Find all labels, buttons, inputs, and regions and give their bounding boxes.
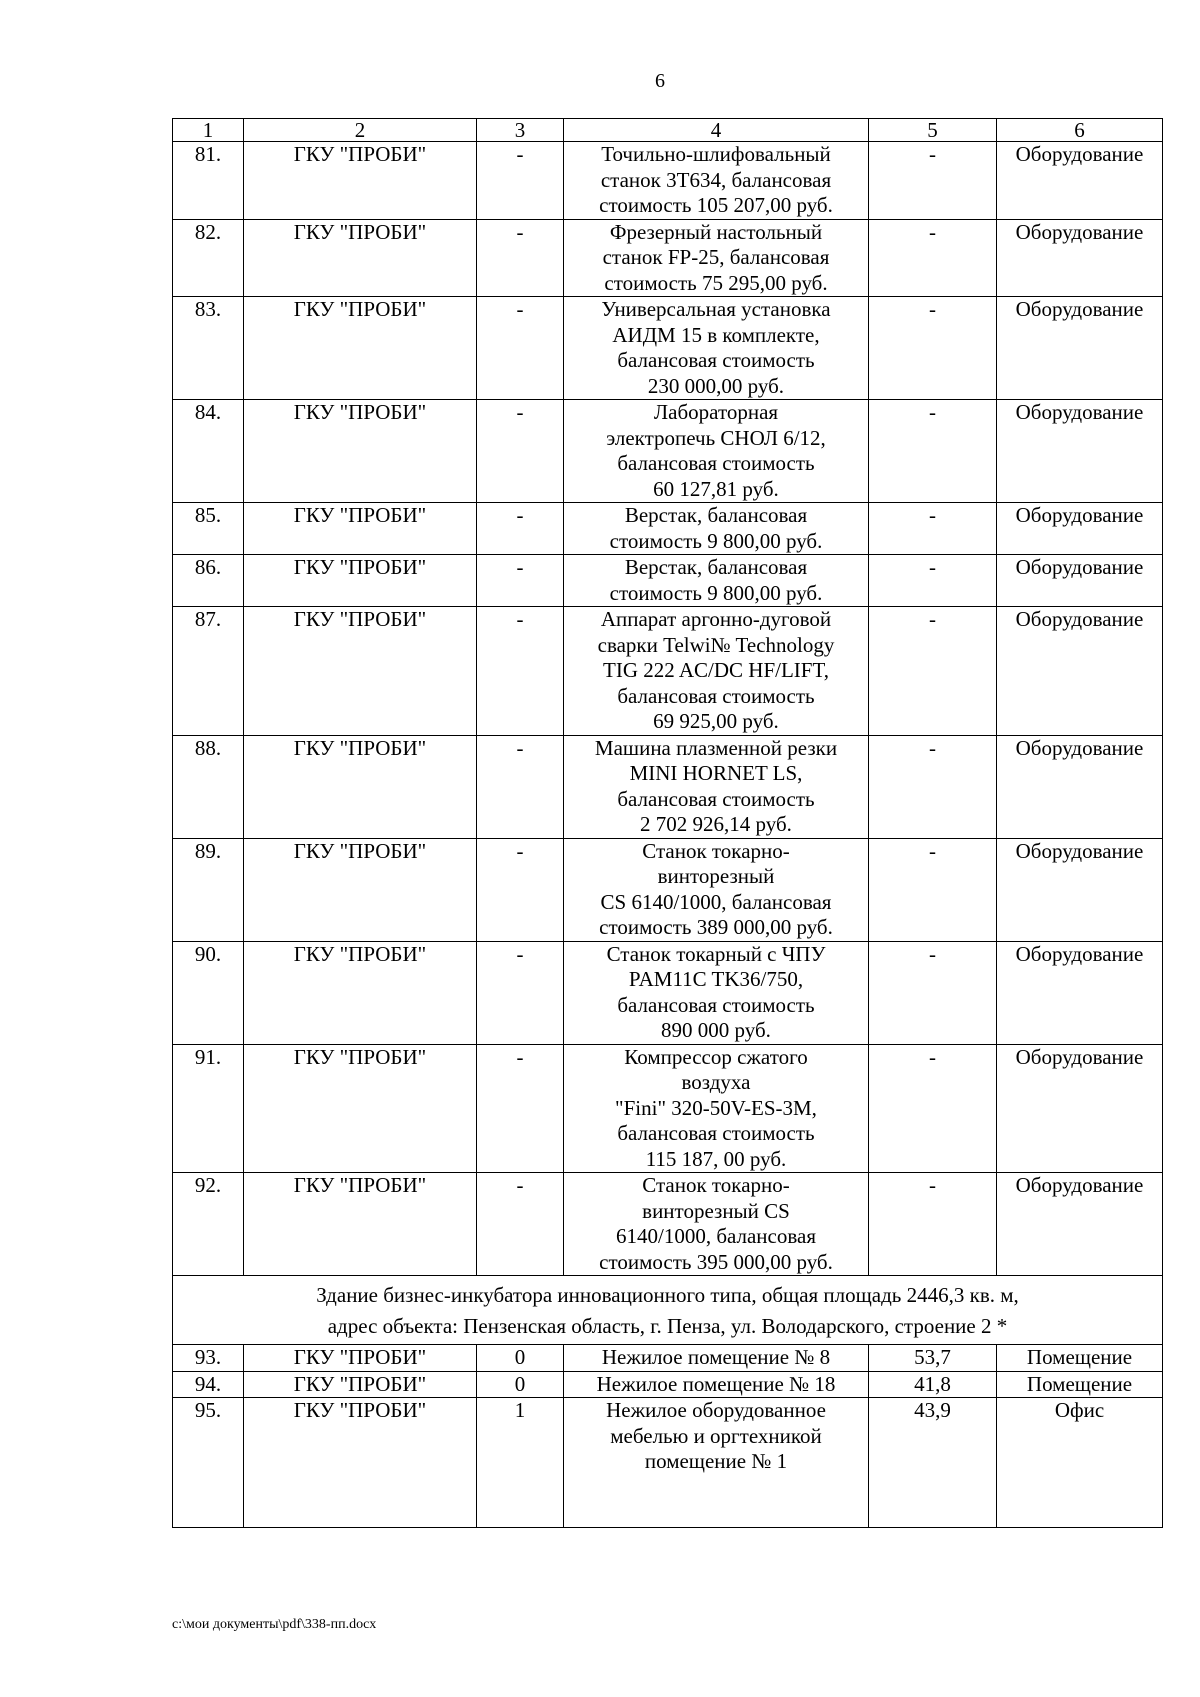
description-line: TIG 222 AC/DC HF/LIFT, [603,658,829,682]
description-cell [564,1345,869,1372]
table-row [173,838,1163,941]
description-line: балансовая стоимость [617,451,815,475]
description-cell [564,735,869,838]
row-number: 90. [173,941,244,1044]
row-number: 88. [173,735,244,838]
area-cell: - [869,555,997,607]
description-line: балансовая стоимость [617,683,815,708]
type-cell: Оборудование [997,142,1163,220]
table-row [173,1398,1163,1528]
description-line: 890 000 руб. [661,1018,771,1042]
description-line: Станок токарно- [642,838,790,863]
type-cell: Оборудование [997,297,1163,400]
section-heading [173,1276,1163,1345]
holder-cell: ГКУ "ПРОБИ" [244,607,477,736]
row-number: 87. [173,607,244,736]
area-cell: - [869,1044,997,1173]
description-line: стоимость 105 207,00 руб. [599,193,833,217]
description-line: сварки Telwi№ Technology [597,632,835,657]
area-cell: - [869,607,997,736]
area-cell: 41,8 [869,1371,997,1398]
description-line: воздуха [681,1070,751,1094]
section-heading-line: адрес объекта: Пензенская область, г. Пенза, ул. Володарского, строение 2 * [327,1314,1008,1338]
area-cell: - [869,941,997,1044]
description-line: Нежилое оборудованное [606,1398,826,1422]
table-row [173,297,1163,400]
holder-cell: ГКУ "ПРОБИ" [244,142,477,220]
floor-cell: 0 [477,1371,564,1398]
description-line: "Fini" 320-50V-ES-3M, [615,1095,817,1120]
table-row [173,400,1163,503]
header-row [173,119,1163,142]
floor-cell: - [477,142,564,220]
holder-cell: ГКУ "ПРОБИ" [244,1173,477,1276]
description-line: стоимость 9 800,00 руб. [609,580,823,605]
floor-cell: - [477,297,564,400]
table-row [173,219,1163,297]
floor-cell: - [477,941,564,1044]
description-line: 6140/1000, балансовая [615,1224,816,1248]
type-cell: Оборудование [997,555,1163,607]
description-cell [564,555,869,607]
description-line: мебелью и оргтехникой [610,1423,822,1448]
holder-cell: ГКУ "ПРОБИ" [244,219,477,297]
header-cell: 3 [477,119,564,142]
description-cell [564,1398,869,1528]
row-number: 84. [173,400,244,503]
row-number: 83. [173,297,244,400]
table-row [173,1371,1163,1398]
floor-cell: 1 [477,1398,564,1528]
table-row [173,1173,1163,1276]
type-cell: Помещение [997,1345,1163,1372]
description-line: Нежилое помещение № 8 [601,1345,831,1369]
description-line: АИДМ 15 в комплекте, [612,322,820,347]
description-cell [564,142,869,220]
table-row [173,607,1163,736]
table-row [173,142,1163,220]
description-line: стоимость 395 000,00 руб. [599,1249,833,1274]
type-cell: Помещение [997,1371,1163,1398]
header-cell: 4 [564,119,869,142]
description-line: Машина плазменной резки [594,735,838,760]
header-cell: 2 [244,119,477,142]
floor-cell: - [477,503,564,555]
holder-cell: ГКУ "ПРОБИ" [244,735,477,838]
area-cell: - [869,1173,997,1276]
table-row [173,941,1163,1044]
description-line: винторезный [657,864,775,888]
file-path-footer: c:\мои документы\pdf\338-пп.docx [172,1617,377,1632]
description-cell [564,607,869,736]
description-line: PAM11C TK36/750, [628,967,804,991]
row-number: 81. [173,142,244,220]
floor-cell: - [477,735,564,838]
table-row [173,1044,1163,1173]
holder-cell: ГКУ "ПРОБИ" [244,838,477,941]
type-cell: Оборудование [997,219,1163,297]
description-line: балансовая стоимость [617,786,815,811]
holder-cell: ГКУ "ПРОБИ" [244,1044,477,1173]
table-row [173,555,1163,607]
table-row [173,735,1163,838]
description-line: электропечь СНОЛ 6/12, [606,425,826,450]
row-number: 86. [173,555,244,607]
description-line: стоимость 389 000,00 руб. [599,915,833,939]
header-cell: 1 [173,119,244,142]
floor-cell: 0 [477,1345,564,1372]
floor-cell: - [477,1173,564,1276]
description-line: Верстак, балансовая [624,555,808,579]
table-row [173,1345,1163,1372]
description-line: балансовая стоимость [617,992,815,1017]
row-number: 91. [173,1044,244,1173]
floor-cell: - [477,1044,564,1173]
description-line: Фрезерный настольный [609,219,823,244]
floor-cell: - [477,219,564,297]
row-number: 92. [173,1173,244,1276]
area-cell: - [869,735,997,838]
description-line: Универсальная установка [601,297,831,321]
header-cell: 5 [869,119,997,142]
description-line: стоимость 75 295,00 руб. [604,270,828,295]
floor-cell: - [477,607,564,736]
description-cell [564,1173,869,1276]
description-line: стоимость 9 800,00 руб. [609,528,823,553]
description-cell [564,1371,869,1398]
header-cell: 6 [997,119,1163,142]
description-cell [564,400,869,503]
page-number: 6 [655,70,665,92]
row-number: 95. [173,1398,244,1528]
table-row [173,503,1163,555]
description-cell [564,219,869,297]
type-cell: Оборудование [997,735,1163,838]
type-cell: Оборудование [997,400,1163,503]
description-cell [564,503,869,555]
holder-cell: ГКУ "ПРОБИ" [244,400,477,503]
floor-cell: - [477,400,564,503]
description-cell [564,297,869,400]
area-cell: - [869,297,997,400]
description-line: Станок токарно- [642,1173,790,1197]
description-line: помещение № 1 [644,1449,788,1473]
row-number: 85. [173,503,244,555]
description-line: 2 702 926,14 руб. [640,812,792,836]
description-line: 230 000,00 руб. [647,373,785,398]
description-line: станок 3Т634, балансовая [600,167,832,192]
type-cell: Оборудование [997,1044,1163,1173]
section-heading-line: Здание бизнес-инкубатора инновационного типа, общая площадь 2446,3 кв. м, [316,1283,1019,1307]
description-line: Лабораторная [653,400,779,424]
description-line: CS 6140/1000, балансовая [600,889,832,914]
description-line: балансовая стоимость [617,1121,815,1145]
type-cell: Оборудование [997,503,1163,555]
property-table [172,118,1163,1528]
holder-cell: ГКУ "ПРОБИ" [244,1398,477,1528]
description-cell [564,941,869,1044]
description-cell [564,1044,869,1173]
description-line: станок FP-25, балансовая [602,245,830,269]
holder-cell: ГКУ "ПРОБИ" [244,555,477,607]
area-cell: - [869,503,997,555]
description-line: Нежилое помещение № 18 [596,1371,836,1396]
area-cell: - [869,219,997,297]
type-cell: Оборудование [997,941,1163,1044]
description-cell [564,838,869,941]
description-line: Аппарат аргонно-дуговой [600,607,832,631]
row-number: 94. [173,1371,244,1398]
floor-cell: - [477,555,564,607]
type-cell: Оборудование [997,838,1163,941]
description-line: Точильно-шлифовальный [601,142,831,166]
holder-cell: ГКУ "ПРОБИ" [244,503,477,555]
description-line: Верстак, балансовая [624,503,808,527]
area-cell: 53,7 [869,1345,997,1372]
holder-cell: ГКУ "ПРОБИ" [244,941,477,1044]
section-row [173,1276,1163,1345]
row-number: 89. [173,838,244,941]
holder-cell: ГКУ "ПРОБИ" [244,1345,477,1372]
type-cell: Оборудование [997,607,1163,736]
description-line: 69 925,00 руб. [653,709,779,733]
description-line: винторезный CS [642,1198,790,1223]
holder-cell: ГКУ "ПРОБИ" [244,1371,477,1398]
area-cell: - [869,838,997,941]
row-number: 93. [173,1345,244,1372]
floor-cell: - [477,838,564,941]
type-cell: Оборудование [997,1173,1163,1276]
description-line: MINI HORNET LS, [629,761,803,785]
description-line: Компрессор сжатого [624,1044,808,1069]
description-line: 115 187, 00 руб. [645,1146,787,1171]
row-number: 82. [173,219,244,297]
description-line: 60 127,81 руб. [653,476,779,501]
holder-cell: ГКУ "ПРОБИ" [244,297,477,400]
table-body [173,119,1163,1528]
description-line: Станок токарный с ЧПУ [606,941,826,966]
area-cell: 43,9 [869,1398,997,1528]
area-cell: - [869,400,997,503]
description-line: балансовая стоимость [617,348,815,372]
type-cell: Офис [997,1398,1163,1528]
area-cell: - [869,142,997,220]
